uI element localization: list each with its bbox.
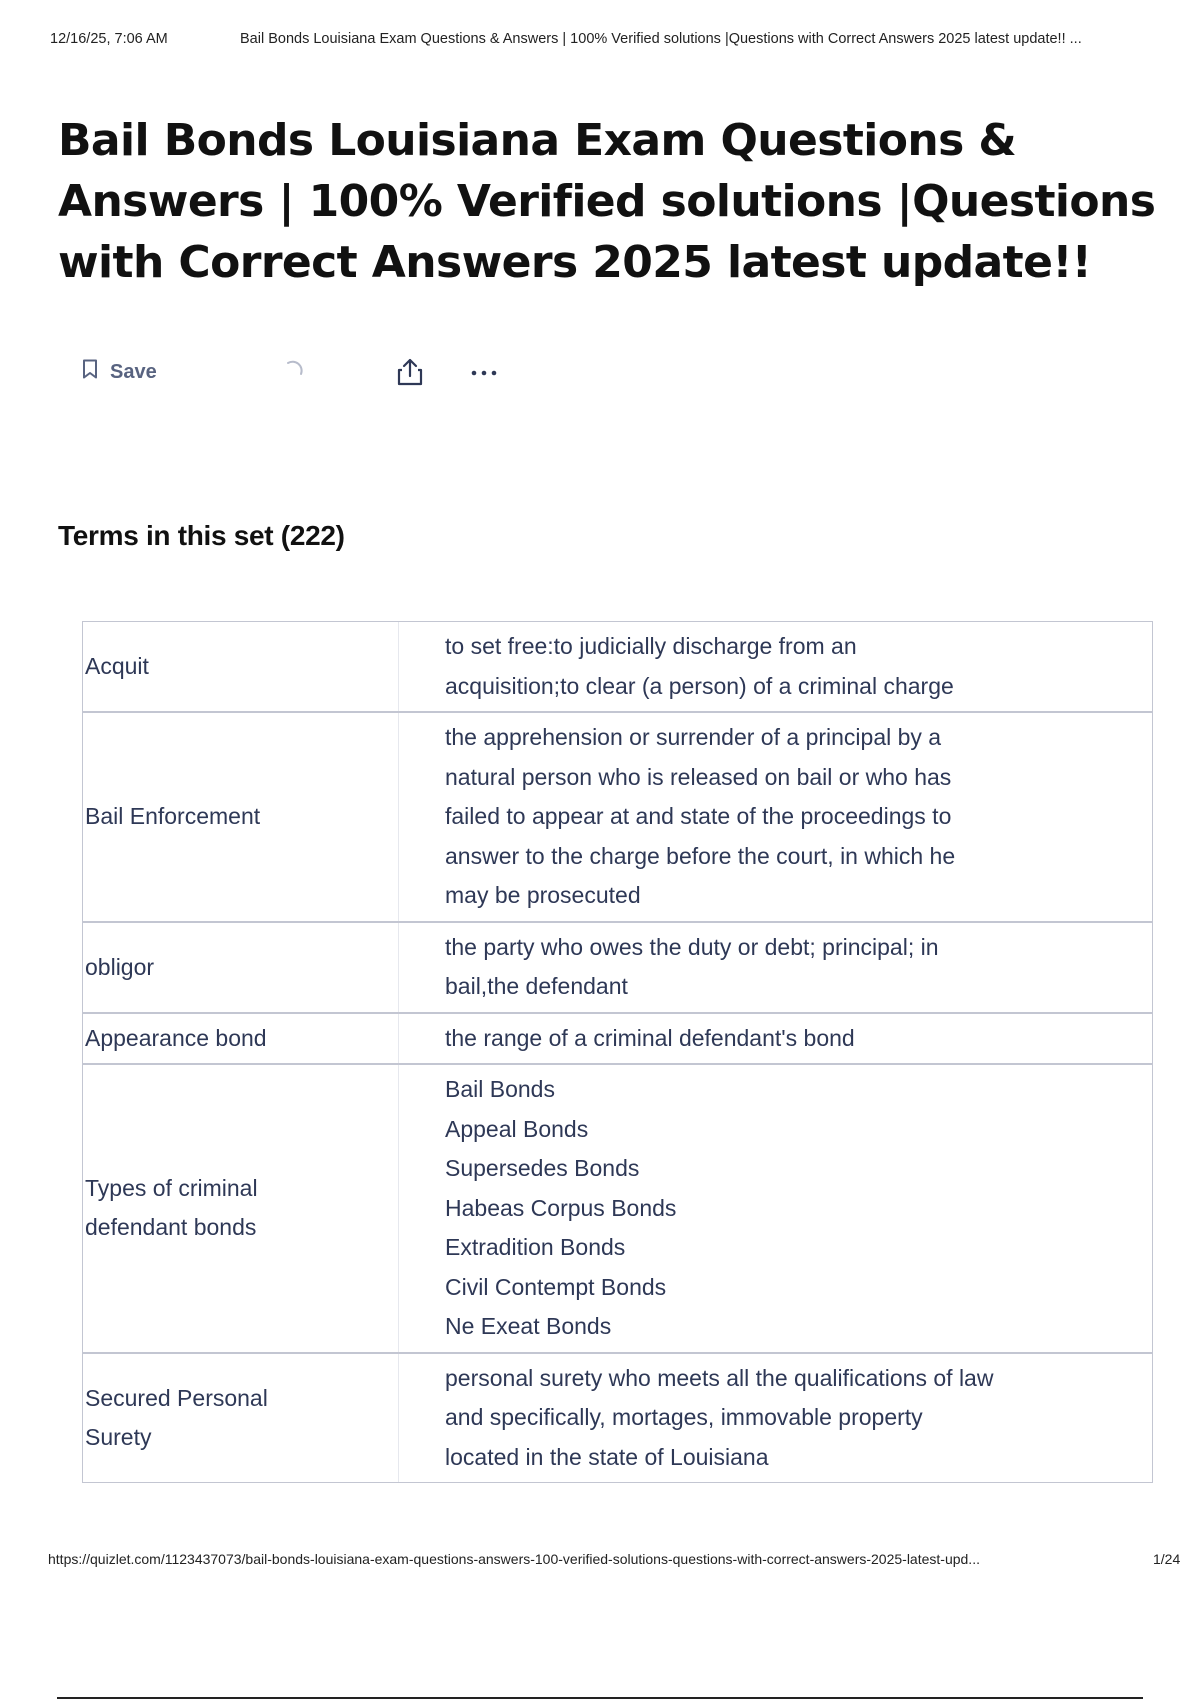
term-definition xyxy=(399,1354,1152,1483)
term-text: Acquit xyxy=(83,622,399,711)
print-header-title: Bail Bonds Louisiana Exam Questions & Answers | 100% Verified solutions |Questions with Correct Answers 2025 latest update!! ... xyxy=(240,31,1082,47)
definition-line: Habeas Corpus Bonds xyxy=(445,1194,677,1221)
definition-line: the party who owes the duty or debt; principal; in xyxy=(445,933,939,960)
definition-line: may be prosecuted xyxy=(445,882,641,908)
term-text: Bail Enforcement xyxy=(83,713,399,921)
term-row xyxy=(83,1352,1152,1483)
term-text: Secured Personal Surety xyxy=(83,1354,399,1483)
definition-line: Civil Contempt Bonds xyxy=(445,1273,667,1300)
definition-line: answer to the charge before the court, in which he xyxy=(445,842,956,869)
term-definition xyxy=(399,1014,1152,1064)
print-footer-url: https://quizlet.com/1123437073/bail-bonds-louisiana-exam-questions-answers-100-verified-solutions-questions-with-correct-answers-2025-latest-upd... xyxy=(48,1551,980,1567)
definition-line: bail,the defendant xyxy=(445,973,628,999)
spinner-icon xyxy=(282,360,304,382)
definition-line: to set free:to judicially discharge from an xyxy=(445,633,857,659)
print-datetime: 12/16/25, 7:06 AM xyxy=(50,31,168,47)
term-text: obligor xyxy=(83,923,399,1012)
share-icon[interactable] xyxy=(394,356,426,388)
definition-line: and specifically, mortages, immovable property xyxy=(445,1404,923,1430)
definition-line: acquisition;to clear (a person) of a criminal charge xyxy=(445,672,954,699)
bookmark-icon xyxy=(82,359,98,385)
term-definition xyxy=(399,1065,1152,1352)
bottom-rule xyxy=(57,1697,1143,1699)
term-row xyxy=(83,1063,1152,1352)
page-title: Bail Bonds Louisiana Exam Questions & Answers | 100% Verified solutions |Questions with Correct Answers 2025 latest update!! xyxy=(58,115,1156,288)
definition-line: Appeal Bonds xyxy=(445,1115,589,1142)
more-icon[interactable] xyxy=(466,356,502,388)
action-bar xyxy=(82,350,522,394)
definition-line: the range of a criminal defendant's bond xyxy=(445,1024,855,1051)
save-button[interactable] xyxy=(82,350,157,394)
definition-line: located in the state of Louisiana xyxy=(445,1443,769,1470)
page-number: 1/24 xyxy=(1153,1551,1181,1567)
definition-line: Extradition Bonds xyxy=(445,1234,626,1260)
term-row xyxy=(83,711,1152,921)
definition-line: Ne Exeat Bonds xyxy=(445,1313,612,1339)
terms-table xyxy=(82,621,1153,1483)
definition-line: failed to appear at and state of the proceedings to xyxy=(445,803,952,829)
definition-line: the apprehension or surrender of a principal by a xyxy=(445,724,942,750)
term-row xyxy=(83,622,1152,711)
term-definition xyxy=(399,713,1152,921)
definition-line: natural person who is released on bail or who has xyxy=(445,763,952,790)
definition-line: personal surety who meets all the qualifications of law xyxy=(445,1364,994,1391)
term-row xyxy=(83,1012,1152,1064)
term-text: Types of criminal defendant bonds xyxy=(83,1065,399,1352)
term-definition xyxy=(399,622,1152,711)
definition-line: Supersedes Bonds xyxy=(445,1155,640,1181)
term-text: Appearance bond xyxy=(83,1014,399,1064)
save-label: Save xyxy=(110,360,157,383)
term-row xyxy=(83,921,1152,1012)
definition-line: Bail Bonds xyxy=(445,1076,555,1102)
term-definition xyxy=(399,923,1152,1012)
terms-heading: Terms in this set (222) xyxy=(58,520,345,551)
